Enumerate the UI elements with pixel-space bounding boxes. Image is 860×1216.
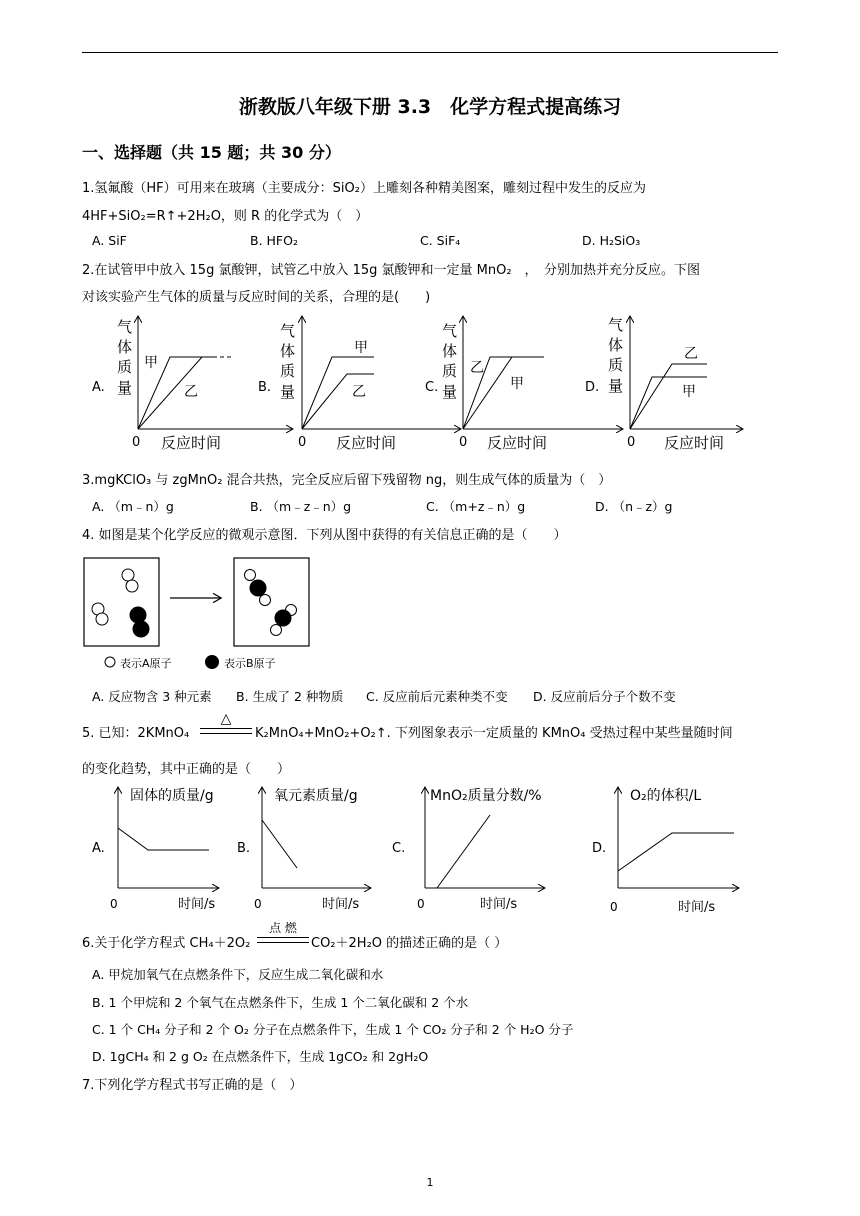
svg-text:反应时间: 反应时间 [487,434,548,452]
legend-b-atom-icon [205,655,219,669]
svg-text:时间/s: 时间/s [678,900,716,915]
q1-option-a: A. SiF [92,233,127,248]
q1-stem-line1: 1.氢氟酸（HF）可用来在玻璃（主要成分：SiO₂）上雕刻各种精美图案，雕刻过程中发生的反应为 [82,181,646,196]
section-heading: 一、选择题（共 15 题；共 30 分） [82,143,341,162]
q1-option-d: D. H₂SiO₃ [582,233,641,248]
svg-text:MnO₂质量分数/%: MnO₂质量分数/% [430,788,542,804]
q4-option-c: C. 反应前后元素种类不变 [366,689,508,704]
svg-text:0: 0 [254,897,262,911]
svg-text:0: 0 [132,435,141,450]
q2-stem-line2: 对该实验产生气体的质量与反应时间的关系，合理的是( ) [82,290,431,305]
q6-equation-sign [257,937,309,943]
svg-text:量: 量 [280,383,296,401]
q2-graph-b-label: B. [258,380,272,395]
q6-option-c: C. 1 个 CH₄ 分子和 2 个 O₂ 分子在点燃条件下，生成 1 个 CO₂ 分子和 2 个 H₂O 分子 [92,1022,574,1037]
svg-text:时间/s: 时间/s [322,897,360,912]
svg-text:质: 质 [280,362,296,380]
svg-text:反应时间: 反应时间 [664,434,725,452]
q1-option-c: C. SiF₄ [420,233,461,248]
q6-ignition-condition: 点 燃 [269,921,297,935]
q5-graphs [82,778,752,918]
legend-a-text: 表示A原子 [120,657,172,670]
q2-stem-line1: 2.在试管甲中放入 15g 氯酸钾，试管乙中放入 15g 氯酸钾和一定量 MnO₂ ， 分别加热并充分反应。下图 [82,263,701,278]
svg-text:O₂的体积/L: O₂的体积/L [630,788,702,804]
q3-option-c: C. （m+z﹣n）g [426,499,526,514]
svg-text:甲: 甲 [510,376,524,392]
svg-text:体: 体 [117,338,133,356]
q4-micro-diagram [82,552,342,674]
svg-text:反应时间: 反应时间 [336,434,397,452]
q3-option-b: B. （m﹣z﹣n）g [250,499,352,514]
q4-stem: 4. 如图是某个化学反应的微观示意图．下列从图中获得的有关信息正确的是（ ） [82,528,567,543]
svg-text:氧元素质量/g: 氧元素质量/g [274,788,358,804]
svg-text:0: 0 [459,435,468,450]
q3-option-a: A. （m﹣n）g [92,499,174,514]
q3-stem: 3.mgKClO₃ 与 zgMnO₂ 混合共热，完全反应后留下残留物 ng，则生成气体的质量为（ ） [82,473,612,488]
q5-stem-line2: 的变化趋势，其中正确的是（ ） [82,762,291,777]
svg-text:甲: 甲 [144,355,158,371]
q6-option-a: A. 甲烷加氧气在点燃条件下，反应生成二氧化碳和水 [92,967,384,982]
product-molecules [245,570,297,636]
q2-graph-c-label: C. [425,380,439,395]
svg-text:量: 量 [442,383,458,401]
q2-graph-d-label: D. [585,380,600,395]
page-title: 浙教版八年级下册 3.3 化学方程式提高练习 [238,96,622,118]
svg-text:0: 0 [110,897,118,911]
q5-graph-c [392,787,544,912]
svg-text:固体的质量/g: 固体的质量/g [130,788,214,804]
q6-option-b: B. 1 个甲烷和 2 个氧气在点燃条件下，生成 1 个二氧化碳和 2 个水 [92,995,469,1010]
svg-text:A.: A. [92,841,105,856]
svg-text:0: 0 [298,435,307,450]
page-number: 1 [426,1176,434,1189]
svg-text:甲: 甲 [682,384,696,400]
q2-graphs [82,312,782,457]
svg-text:量: 量 [117,379,133,397]
svg-text:B.: B. [237,841,251,856]
svg-text:气: 气 [442,322,458,340]
q6-stem-pre: 6.关于化学方程式 CH₄＋2O₂ [82,936,251,951]
header-rule [82,52,778,53]
svg-text:乙: 乙 [684,346,698,362]
svg-text:D.: D. [592,841,607,856]
q4-option-d: D. 反应前后分子个数不变 [533,689,676,704]
svg-text:C.: C. [392,841,406,856]
svg-text:质: 质 [608,356,624,374]
q2-graph-a-label: A. [92,380,105,395]
q3-option-d: D. （n﹣z）g [595,499,673,514]
q5-heat-condition: △ [220,711,232,727]
svg-text:质: 质 [442,362,458,380]
svg-text:0: 0 [417,897,425,911]
svg-text:体: 体 [442,342,458,360]
svg-text:乙: 乙 [470,360,484,376]
legend-a-atom-icon [105,657,115,667]
q4-option-b: B. 生成了 2 种物质 [236,689,344,704]
svg-text:反应时间: 反应时间 [161,434,222,452]
svg-text:甲: 甲 [354,340,368,356]
svg-text:质: 质 [117,358,133,376]
q6-stem-post: CO₂＋2H₂O 的描述正确的是（ ） [311,936,508,951]
q5-graph-d [592,787,738,915]
svg-text:气: 气 [117,318,133,336]
svg-text:时间/s: 时间/s [178,897,216,912]
reactant-molecules [92,569,149,637]
svg-text:量: 量 [608,377,624,395]
svg-text:气: 气 [608,316,624,334]
svg-text:0: 0 [610,900,618,914]
svg-text:气: 气 [280,322,296,340]
q5-stem-pre: 5. 已知：2KMnO₄ [82,726,190,741]
svg-text:体: 体 [280,342,296,360]
svg-text:体: 体 [608,336,624,354]
q5-graph-a [92,787,218,912]
q6-option-d: D. 1gCH₄ 和 2 g O₂ 在点燃条件下，生成 1gCO₂ 和 2gH₂O [92,1049,429,1064]
svg-text:时间/s: 时间/s [480,897,518,912]
q1-option-b: B. HFO₂ [250,233,298,248]
svg-text:乙: 乙 [352,384,366,400]
q2-graph-d [585,316,742,452]
q5-graph-b [237,788,370,912]
q5-stem-post: K₂MnO₄+MnO₂+O₂↑. 下列图象表示一定质量的 KMnO₄ 受热过程中某些量随时间 [255,726,733,741]
q7-stem: 7.下列化学方程式书写正确的是（ ） [82,1078,303,1093]
q1-stem-line2: 4HF+SiO₂=R↑+2H₂O，则 R 的化学式为（ ） [82,209,369,224]
q5-equation-sign [200,728,252,734]
svg-text:乙: 乙 [184,384,198,400]
svg-text:0: 0 [627,435,636,450]
legend-b-text: 表示B原子 [224,657,276,670]
q4-option-a: A. 反应物含 3 种元素 [92,689,212,704]
